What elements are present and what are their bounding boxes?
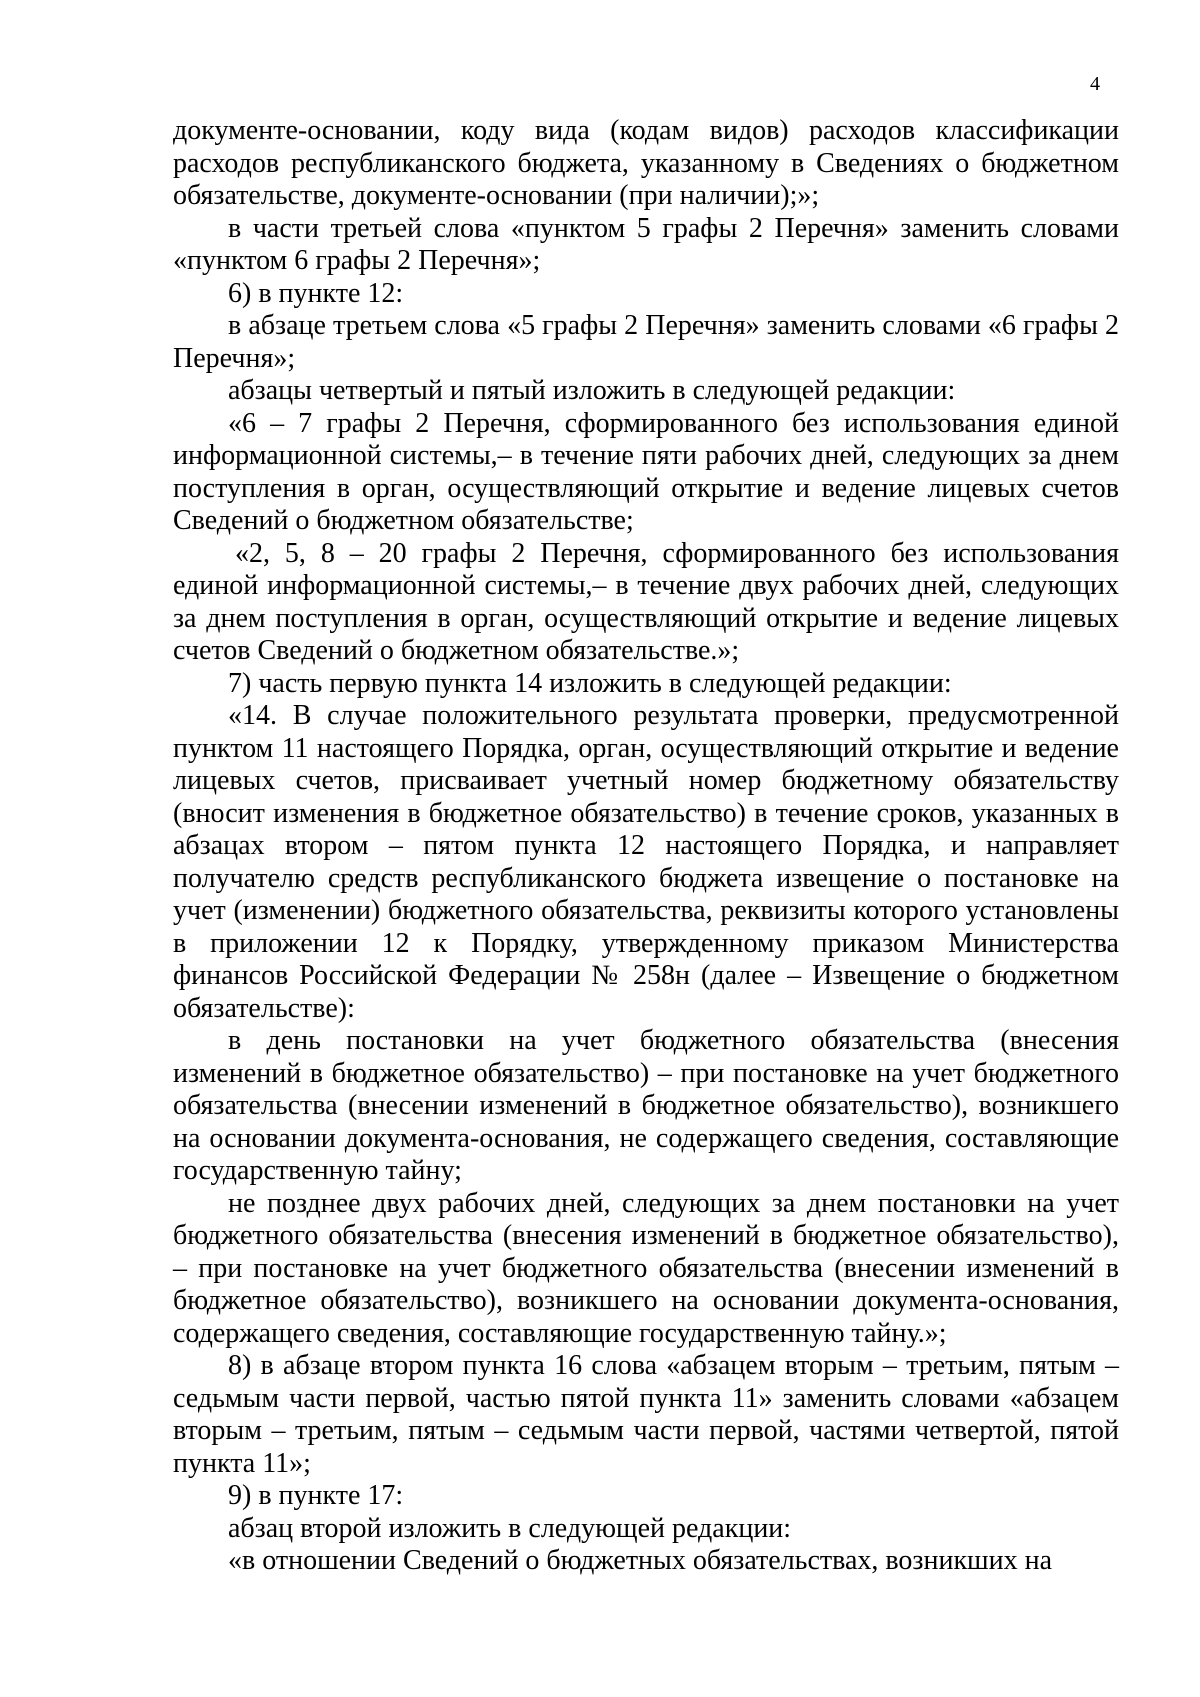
paragraph: 9) в пункте 17:	[228, 1480, 404, 1511]
page-number: 4	[1090, 73, 1100, 95]
paragraph: 8) в абзаце втором пункта 16 слова «абзацем вторым – третьим, пятым – седьмым части первой, частью пятой пункта 11» заменить словами «абзацем вторым – третьим, пятым – седьмым части первой, частями четвертой, пятой пункта 11»;	[173, 1350, 1119, 1479]
paragraph: в день постановки на учет бюджетного обязательства (внесения изменений в бюджетное обязательство) – при постановке на учет бюджетного обязательства (внесении изменений в бюджетное обязательство), возникшего на основании документа-основания, не содержащего сведения, составляющие государственную тайну;	[173, 1025, 1119, 1186]
paragraph: абзацы четвертый и пятый изложить в следующей редакции:	[228, 375, 956, 406]
paragraph: в части третьей слова «пунктом 5 графы 2 Перечня» заменить словами «пунктом 6 графы 2 Перечня»;	[173, 212, 1119, 276]
paragraph: «в отношении Сведений о бюджетных обязательствах, возникших на	[228, 1545, 1053, 1576]
paragraph: абзац второй изложить в следующей редакции:	[228, 1512, 792, 1544]
document-body	[173, 115, 1119, 1578]
paragraph: в абзаце третьем слова «5 графы 2 Перечня» заменить словами «6 графы 2 Перечня»;	[173, 310, 1119, 374]
paragraph: «6 – 7 графы 2 Перечня, сформированного без использования единой информационной системы,– в течение пяти рабочих дней, следующих за днем поступления в орган, осуществляющий открытие и ведение лицевых счетов Сведений о бюджетном обязательстве;	[173, 407, 1119, 536]
paragraph: «2, 5, 8 – 20 графы 2 Перечня, сформированного без использования единой информационной системы,– в течение двух рабочих дней, следующих за днем поступления в орган, осуществляющий открытие и ведение лицевых счетов Сведений о бюджетном обязательстве.»;	[173, 537, 1119, 666]
paragraph: документе-основании, коду вида (кодам видов) расходов классификации расходов республиканского бюджета, указанному в Сведениях о бюджетном обязательстве, документе-основании (при наличии);»;	[173, 115, 1119, 211]
paragraph: 6) в пункте 12:	[228, 277, 404, 309]
paragraph: не позднее двух рабочих дней, следующих за днем постановки на учет бюджетного обязательства (внесения изменений в бюджетное обязательство), – при постановке на учет бюджетного обязательства (внесении изменений в бюджетное обязательство), возникшего на основании документа-основания, содержащего сведения, составляющие государственную тайну.»;	[173, 1187, 1119, 1349]
paragraph: 7) часть первую пункта 14 изложить в следующей редакции:	[228, 667, 952, 699]
paragraph: «14. В случае положительного результата проверки, предусмотренной пунктом 11 настоящего Порядка, орган, осуществляющий открытие и ведение лицевых счетов, присваивает учетный номер бюджетному обязательству (вносит изменения в бюджетное обязательство) в течение сроков, указанных в абзацах втором – пятом пункта 12 настоящего Порядка, и направляет получателю средств республиканского бюджета извещение о постановке на учет (изменении) бюджетного обязательства, реквизиты которого установлены в приложении 12 к Порядку, утвержденному приказом Министерства финансов Российской Федерации № 258н (далее – Извещение о бюджетном обязательстве):	[173, 700, 1119, 1024]
